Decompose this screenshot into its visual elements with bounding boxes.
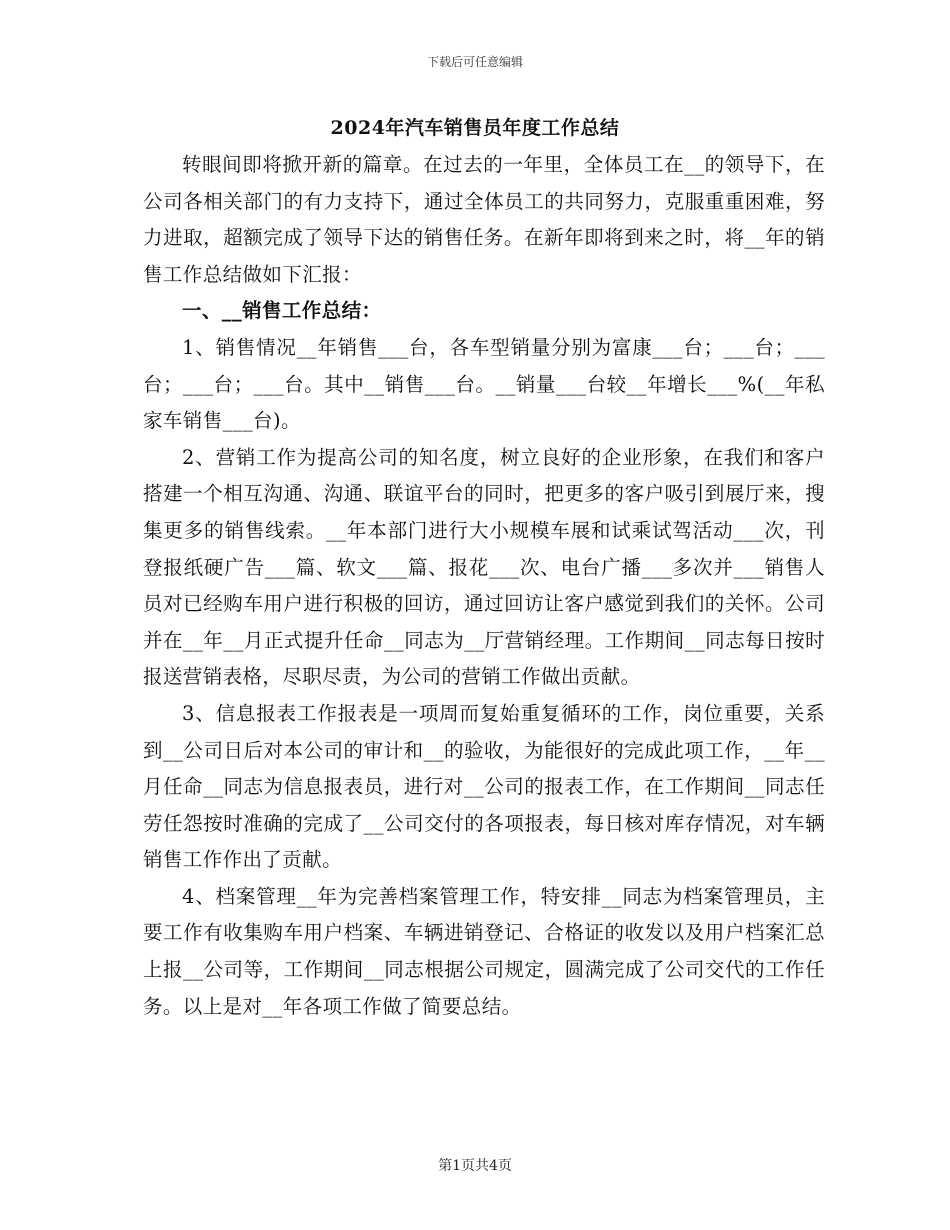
header-note: 下载后可任意编辑 (426, 55, 523, 69)
archive-paragraph: 4、档案管理__年为完善档案管理工作，特安排__同志为档案管理员，主要工作有收集购车用户档案、车辆进销登记、合格证的收发以及用户档案汇总上报__公司等，工作期间__同志根据公司规定，圆满完成了公司交代的工作任务。以上是对__年各项工作做了简要总结。 (143, 884, 825, 1018)
section-heading: 一、__销售工作总结： (182, 299, 382, 323)
sales-situation-paragraph: 1、销售情况__年销售___台，各车型销量分别为富康___台；___台；___台；___台；___台。其中__销售___台。__销量___台较__年增长___%(__年私家车销售___台)。 (143, 335, 825, 433)
document-title: 2024年汽车销售员年度工作总结 (330, 117, 620, 139)
document-body (143, 147, 825, 1025)
page-number: 第1页共4页 (438, 1158, 512, 1174)
marketing-paragraph: 2、营销工作为提高公司的知名度，树立良好的企业形象，在我们和客户搭建一个相互沟通、沟通、联谊平台的同时，把更多的客户吸引到展厅来，搜集更多的销售线索。__年本部门进行大小规模车展和试乘试驾活动___次，刊登报纸硬广告___篇、软文___篇、报花___次、电台广播___多次并___销售人员对已经购车用户进行积极的回访，通过回访让客户感觉到我们的关怀。公司并在__年__月正式提升任命__同志为__厅营销经理。工作期间__同志每日按时报送营销表格，尽职尽责，为公司的营销工作做出贡献。 (143, 445, 825, 689)
report-paragraph: 3、信息报表工作报表是一项周而复始重复循环的工作，岗位重要，关系到__公司日后对本公司的审计和__的验收，为能很好的完成此项工作，__年__月任命__同志为信息报表员，进行对__公司的报表工作，在工作期间__同志任劳任怨按时准确的完成了__公司交付的各项报表，每日核对库存情况，对车辆销售工作作出了贡献。 (143, 701, 825, 872)
intro-paragraph: 转眼间即将掀开新的篇章。在过去的一年里，全体员工在__的领导下，在公司各相关部门的有力支持下，通过全体员工的共同努力，克服重重困难，努力进取，超额完成了领导下达的销售任务。在新年即将到来之时，将__年的销售工作总结做如下汇报： (143, 153, 825, 286)
